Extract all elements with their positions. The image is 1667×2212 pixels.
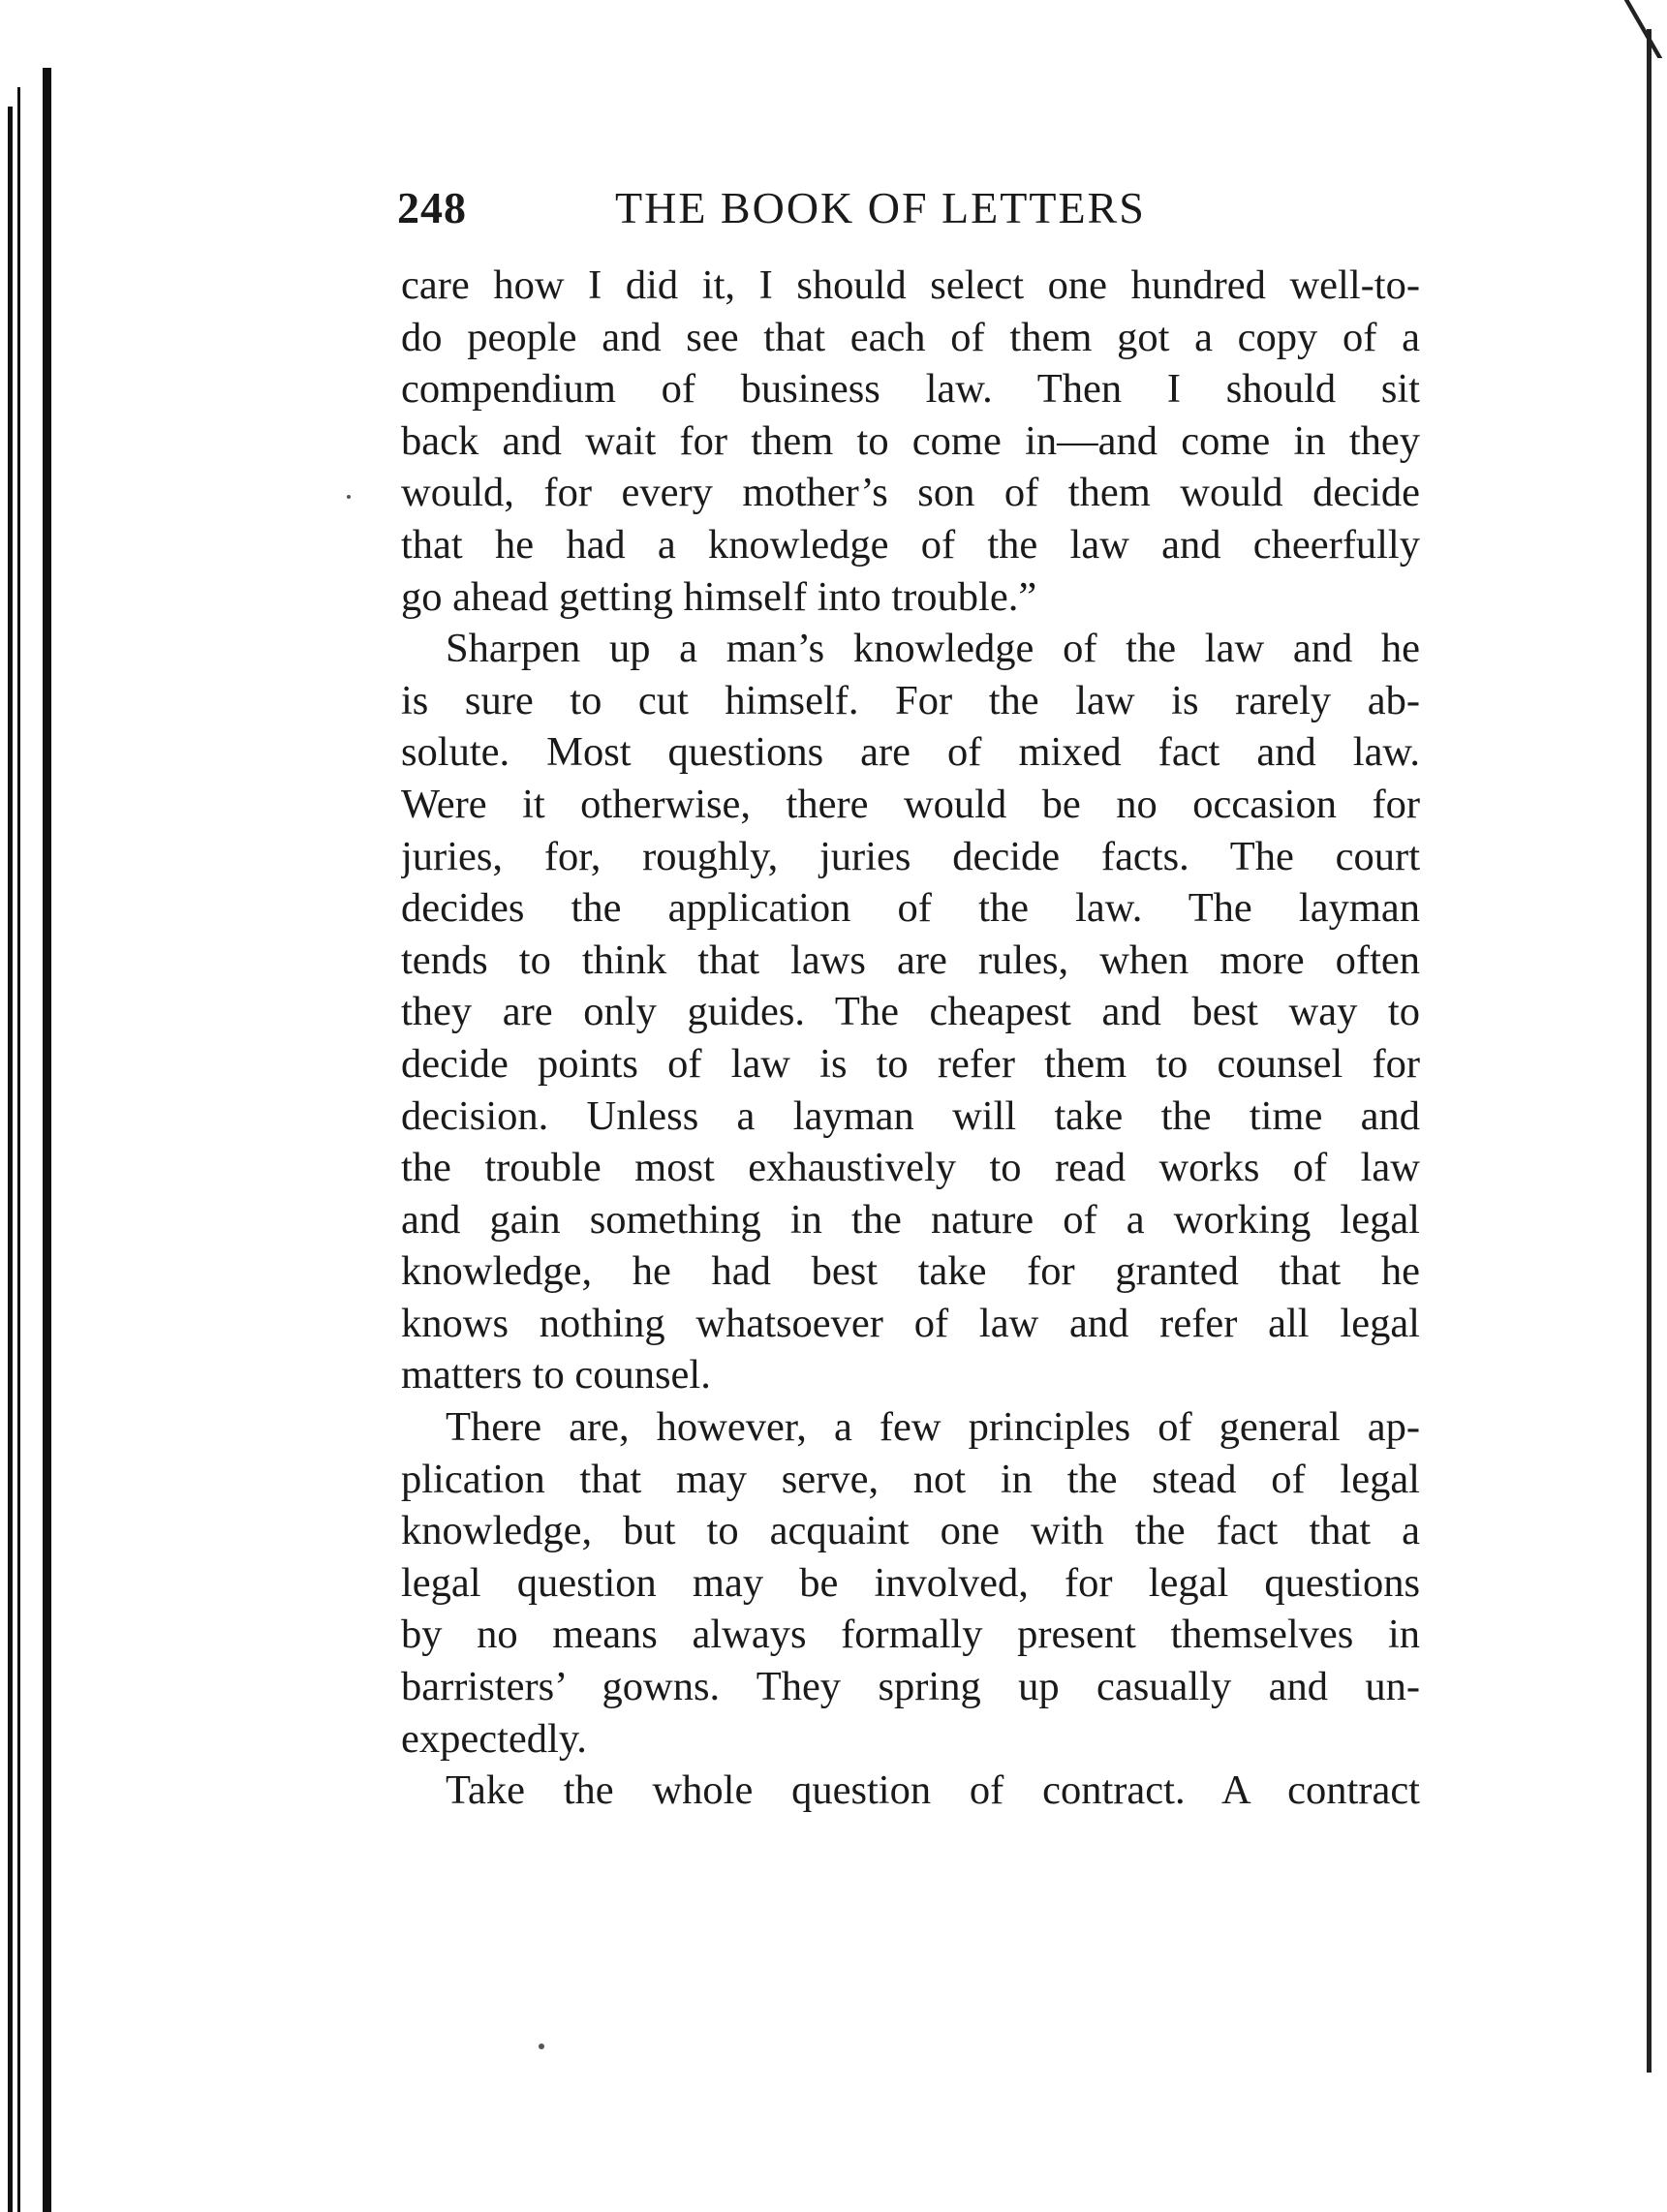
text-line: tends to think that laws are rules, when more often [401,937,1420,983]
text-line: compendium of business law. Then I should sit [401,366,1420,413]
text-line: care how I did it, I should select one hundred well-to- [401,262,1420,308]
text-line: they are only guides. The cheapest and best way to [401,989,1420,1035]
paragraph [401,1401,1420,1765]
page-edge-rule [1624,0,1663,58]
paragraph [401,623,1420,1401]
scan-speck [347,495,351,499]
text-line: expectedly. [401,1715,587,1762]
text-line: Sharpen up a man’s knowledge of the law and he [446,626,1420,672]
text-line: knowledge, but to acquaint one with the fact that a [401,1508,1420,1554]
body-text [401,260,1420,1817]
text-line: barristers’ gowns. They spring up casually and un- [401,1664,1420,1710]
text-line: Take the whole question of contract. A contract [446,1767,1420,1814]
page-header [397,182,1405,240]
page-edge [1609,0,1667,2212]
text-line: is sure to cut himself. For the law is rarely ab- [401,677,1420,723]
text-line: would, for every mother’s son of them would decide [401,470,1420,516]
binding-rule [17,87,20,2212]
text-line: do people and see that each of them got a copy of a [401,314,1420,360]
binding-edge [0,0,68,2212]
text-line: Were it otherwise, there would be no occasion for [401,781,1420,827]
text-line: solute. Most questions are of mixed fact and law. [401,729,1420,776]
text-line: that he had a knowledge of the law and cheerfully [401,521,1420,568]
text-line: the trouble most exhaustively to read works of law [401,1145,1420,1191]
paragraph [401,1765,1420,1817]
scan-speck [539,2043,544,2049]
text-line: back and wait for them to come in—and come in they [401,417,1420,464]
running-title: THE BOOK OF LETTERS [615,183,1146,232]
text-line: knows nothing whatsoever of law and refer all legal [401,1300,1420,1346]
binding-rule [8,107,13,2212]
page-number: 248 [397,183,467,232]
text-line: by no means always formally present themselves in [401,1612,1420,1658]
page-edge-rule [1647,29,1652,2073]
binding-rule [43,68,51,2212]
text-line: legal question may be involved, for legal questions [401,1559,1420,1606]
text-line: decision. Unless a layman will take the time and [401,1092,1420,1139]
text-line: decides the application of the law. The layman [401,885,1420,932]
text-line: decide points of law is to refer them to counsel for [401,1040,1420,1087]
paragraph [401,260,1420,623]
text-line: go ahead getting himself into trouble.” [401,573,1037,620]
text-line: There are, however, a few principles of general ap- [446,1404,1420,1451]
text-line: knowledge, he had best take for granted that he [401,1248,1420,1295]
text-line: plication that may serve, not in the stead of legal [401,1456,1420,1502]
text-line: and gain something in the nature of a working legal [401,1196,1420,1243]
text-line: juries, for, roughly, juries decide facts. The court [401,833,1420,879]
text-line: matters to counsel. [401,1352,711,1398]
